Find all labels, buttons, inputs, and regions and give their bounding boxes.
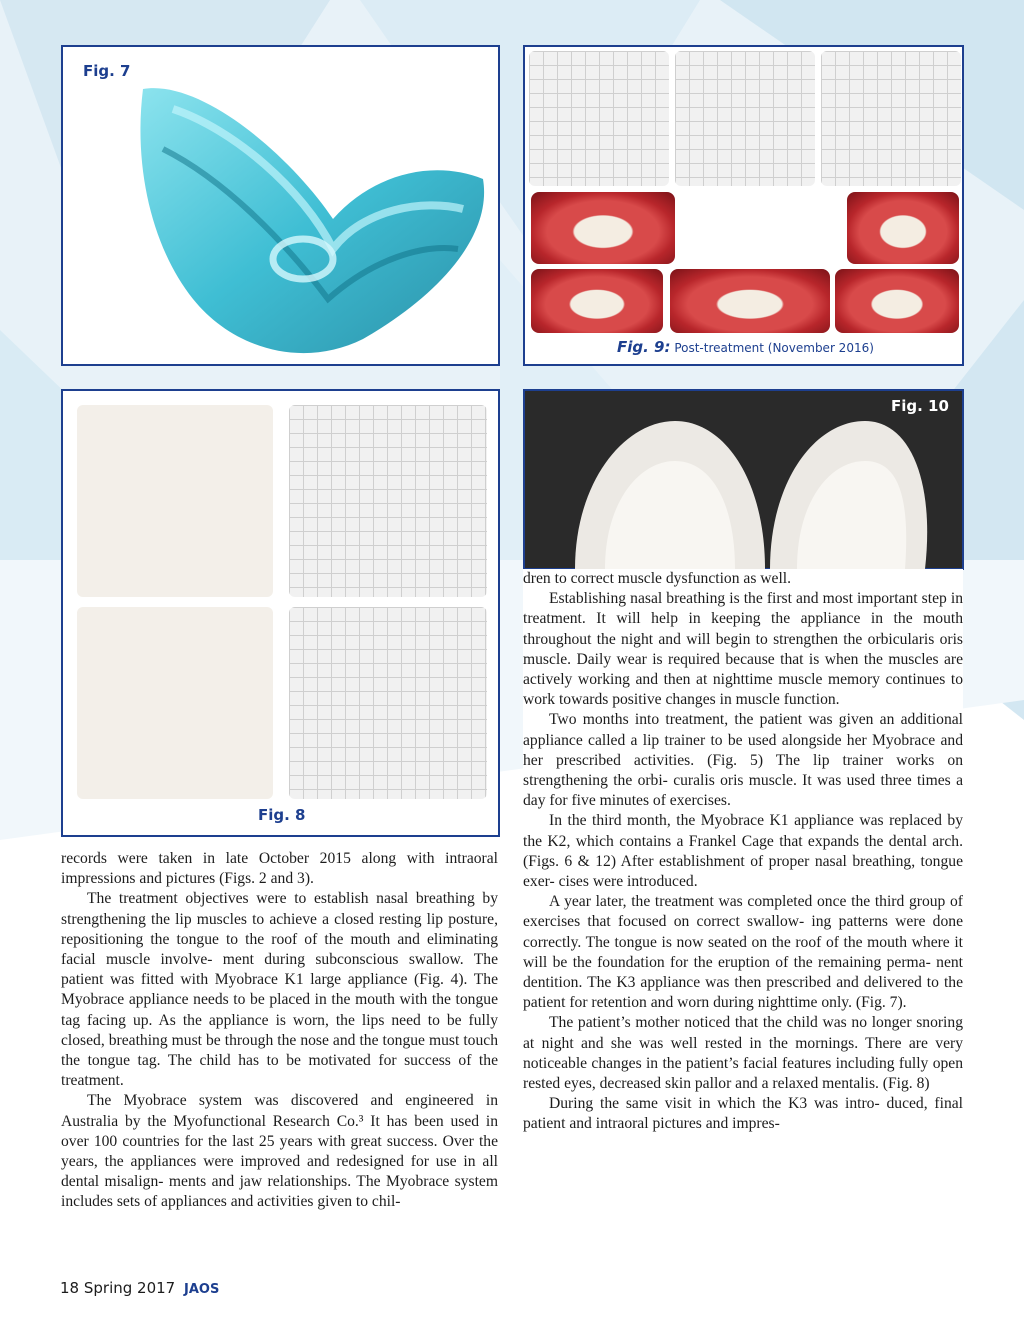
paragraph: The Myobrace system was discovered and engineered in Australia by the Myofunctional Research Co.³ It has been used in over 100 countries for the last 25 years with great success. Over the years, the appliances were improved and redesigned for use in all dental misalign- ments and jaw relationships. The Myobrace system includes sets of appliances and activities given to chil- [61,1092,498,1211]
frontal-photo-post [675,51,815,186]
dental-models-image [565,421,935,569]
paragraph: Two months into treatment, the patient was given an additional appliance called a lip trainer to be used alongside her Myobrace and her prescribed activities. (Fig. 5) The lip trainer works on strengthening the orbi- curalis oris muscle. It was used three times a day for five minutes of exercises. [523,711,963,810]
paragraph: dren to correct muscle dysfunction as well. [523,570,792,587]
myobrace-appliance-image [113,69,503,359]
profile-photo-pre [77,607,273,799]
figure-8-frame [61,389,500,837]
paragraph: The patient’s mother noticed that the child was no longer snoring at night and she was well rested in the mornings. There are very noticeable changes in the patient’s facial features including fully open rested eyes, decreased skin pallor and a relaxed mentalis. (Fig. 8) [523,1014,963,1093]
figure-9-label: Fig. 9: [617,338,671,356]
right-text-column [523,569,963,1135]
issue-label: Spring 2017 [83,1279,176,1297]
figure-9-caption [617,338,874,356]
figure-9-caption-text: Post-treatment (November 2016) [674,341,874,355]
front-bite-photo-post [670,269,830,333]
upper-arch-photo-post [531,192,675,264]
profile-photo-after [289,607,487,799]
lower-arch-photo-post [847,192,959,264]
profile-photo-post [529,51,669,186]
left-bite-photo-post [835,269,959,333]
page-footer [60,1279,219,1297]
paragraph: During the same visit in which the K3 was intro- duced, final patient and intraoral pictures and impres- [523,1095,963,1133]
figure-8-label: Fig. 8 [258,806,306,824]
frontal-photo-pre [77,405,273,597]
figure-9-frame [523,45,964,366]
frontal-photo-after [289,405,487,597]
right-bite-photo-post [531,269,663,333]
paragraph: A year later, the treatment was completed once the third group of exercises that focused on correct swallow- ing patterns were done correctly. The tongue is now seated on the roof of the mouth where it will be the foundation for the eruption of the remaining perma- nent dentition. The K3 appliance was then prescribed and delivered to the patient for retention and worn during nighttime only. (Fig. 7). [523,893,963,1012]
journal-name: JAOS [184,1282,220,1297]
paragraph: Establishing nasal breathing is the first and most important step in treatment. It will help in keeping the appliance in the mouth throughout the night and will begin to strengthen the orbicularis oris muscle. Daily wear is required because that is when the muscles are actively working and then at nighttime muscle memory continues to work towards positive changes in muscle function. [523,590,963,709]
figure-7-label: Fig. 7 [83,62,131,80]
smiling-photo-post [821,51,961,186]
figure-7-frame [61,45,500,366]
paragraph: In the third month, the Myobrace K1 appliance was replaced by the K2, which contains a Frankel Cage that expands the dental arch. (Figs. 6 & 12) After establishment of proper nasal breathing, tongue exer- cises were introduced. [523,812,963,891]
figure-10-label: Fig. 10 [891,397,949,415]
left-text-column [61,849,498,1213]
paragraph: The treatment objectives were to establish nasal breathing by strengthening the lip muscles to achieve a closed resting lip posture, repositioning the tongue to the roof of the mouth and eliminating facial muscle involve- ment during subconscious swallow. The patient was fitted with Myobrace K1 large appliance (Fig. 4). The Myobrace appliance needs to be placed in the mouth with the tongue tag facing up. As the appliance is worn, the lips need to be fully closed, breathing must be through the nose and the tongue must touch the tongue tag. The child has to be motivated for success of the treatment. [61,890,498,1090]
figure-10-frame [523,389,964,570]
paragraph: records were taken in late October 2015 along with intraoral impressions and pictures (Figs. 2 and 3). [61,850,498,888]
page-number: 18 [60,1279,80,1297]
